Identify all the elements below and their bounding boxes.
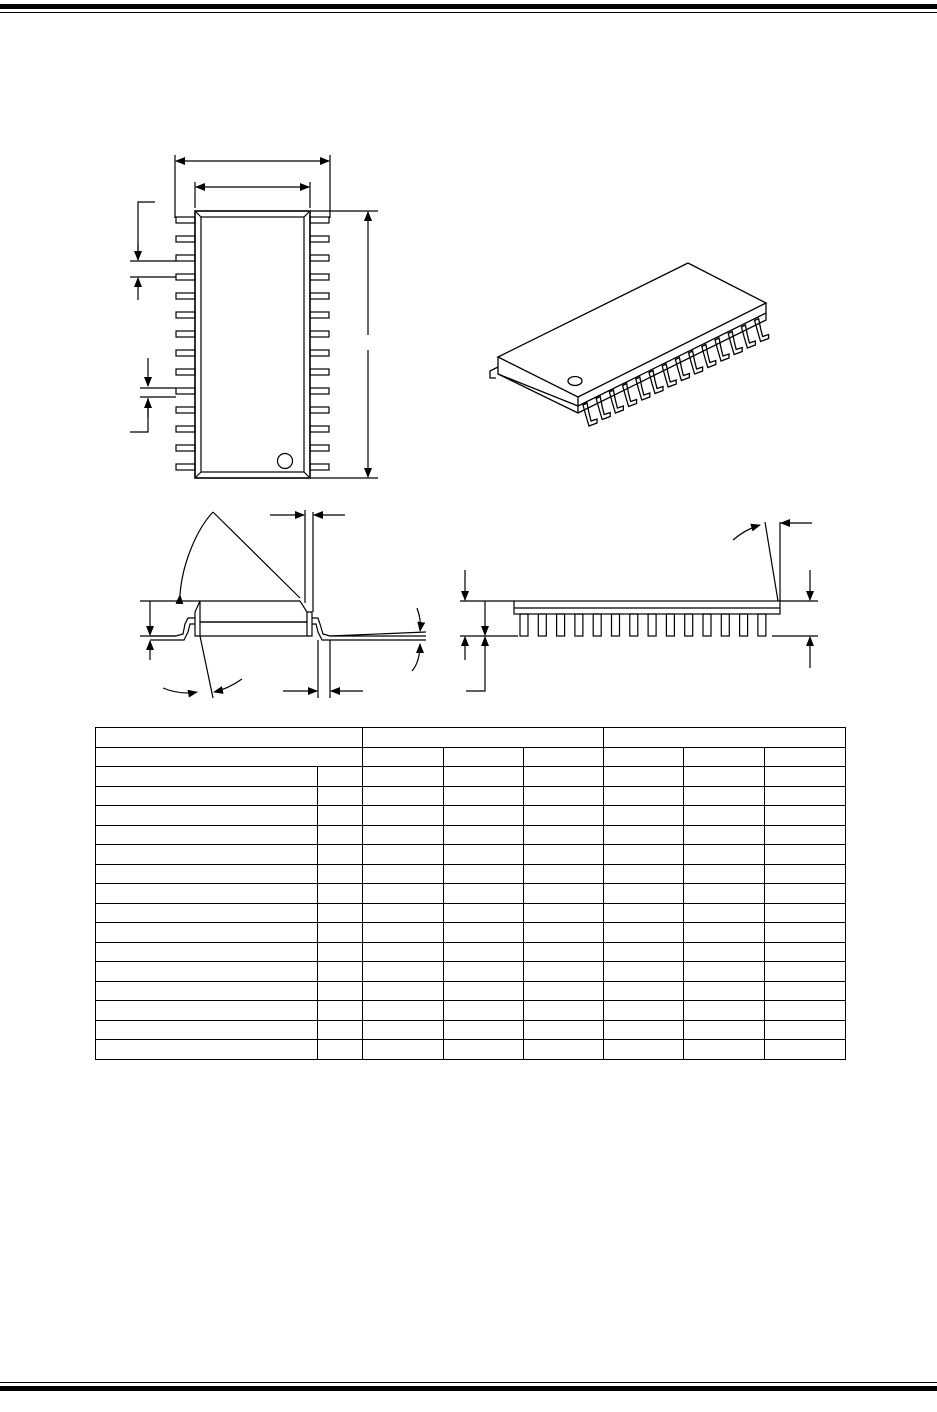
table-cell: [524, 845, 604, 865]
table-cell: [318, 767, 363, 787]
table-cell: [444, 786, 524, 806]
pin: [310, 369, 329, 375]
table-cell: [444, 884, 524, 904]
table-cell: [96, 903, 318, 923]
table-cell: [444, 923, 524, 943]
table-cell: [444, 845, 524, 865]
table-cell: [604, 981, 684, 1001]
table-cell: [604, 786, 684, 806]
table-header-row-groups: [96, 728, 846, 748]
table-header-cell: [96, 747, 363, 767]
pin: [612, 614, 620, 636]
table-cell: [96, 825, 318, 845]
table-row: [96, 1020, 846, 1040]
bottom-border-rule: [0, 1386, 937, 1391]
table-cell: [363, 1001, 444, 1021]
pin: [176, 369, 195, 375]
end-view: [140, 510, 426, 698]
pin: [310, 255, 329, 261]
table-cell: [96, 786, 318, 806]
table-cell: [524, 903, 604, 923]
table-cell: [684, 864, 765, 884]
table-cell: [604, 1020, 684, 1040]
pin: [740, 614, 748, 636]
table-cell: [444, 942, 524, 962]
table-cell: [444, 1001, 524, 1021]
table-row: [96, 1040, 846, 1060]
table-header-cell: [444, 747, 524, 767]
table-cell: [765, 1020, 846, 1040]
pin: [176, 388, 195, 394]
pin: [593, 614, 601, 636]
table-cell: [444, 981, 524, 1001]
pin: [310, 350, 329, 356]
table-cell: [318, 923, 363, 943]
table-cell: [604, 942, 684, 962]
pin: [176, 331, 195, 337]
table-row: [96, 767, 846, 787]
table-cell: [684, 786, 765, 806]
pin: [575, 614, 583, 636]
table-cell: [684, 1040, 765, 1060]
table-cell: [524, 864, 604, 884]
table-cell: [604, 903, 684, 923]
pin: [176, 312, 195, 318]
pin: [310, 388, 329, 394]
table-cell: [524, 1040, 604, 1060]
table-cell: [363, 1040, 444, 1060]
pin: [176, 274, 195, 280]
table-cell: [318, 1020, 363, 1040]
table-cell: [96, 942, 318, 962]
table-header-cell: [604, 747, 684, 767]
pin: [310, 445, 329, 451]
table-cell: [96, 767, 318, 787]
table-cell: [444, 806, 524, 826]
pin: [310, 293, 329, 299]
pin: [176, 236, 195, 242]
table-cell: [604, 962, 684, 982]
table-cell: [318, 884, 363, 904]
table-row: [96, 962, 846, 982]
table-cell: [765, 864, 846, 884]
pin: [176, 445, 195, 451]
pin: [703, 614, 711, 636]
table-cell: [318, 786, 363, 806]
table-cell: [363, 845, 444, 865]
right-pins: [310, 217, 329, 470]
table-cell: [524, 884, 604, 904]
table-cell: [765, 1040, 846, 1060]
table-cell: [363, 884, 444, 904]
pin: [310, 407, 329, 413]
table-cell: [684, 767, 765, 787]
table-cell: [363, 786, 444, 806]
table-cell: [444, 903, 524, 923]
bottom-border-thin-rule: [0, 1382, 937, 1383]
top-view: [130, 155, 378, 478]
table-row: [96, 884, 846, 904]
pin: [176, 426, 195, 432]
table-cell: [524, 923, 604, 943]
table-row: [96, 923, 846, 943]
table-cell: [524, 806, 604, 826]
table-cell: [363, 767, 444, 787]
table-cell: [765, 786, 846, 806]
pin: [310, 274, 329, 280]
table-row: [96, 786, 846, 806]
table-cell: [604, 1040, 684, 1060]
table-cell: [363, 942, 444, 962]
table-header-cell: [363, 728, 604, 748]
table-cell: [363, 981, 444, 1001]
table-cell: [524, 825, 604, 845]
table-cell: [318, 1001, 363, 1021]
pin: [648, 614, 656, 636]
table-cell: [96, 962, 318, 982]
table-cell: [318, 825, 363, 845]
table-cell: [684, 903, 765, 923]
pin: [520, 614, 528, 636]
table-cell: [363, 903, 444, 923]
table-cell: [363, 923, 444, 943]
table-row: [96, 806, 846, 826]
table-cell: [604, 767, 684, 787]
table-header-row-subs: [96, 747, 846, 767]
table-row: [96, 825, 846, 845]
table-header-cell: [524, 747, 604, 767]
table-cell: [444, 825, 524, 845]
table-cell: [524, 1001, 604, 1021]
table-cell: [318, 942, 363, 962]
table-cell: [444, 1020, 524, 1040]
pin: [176, 217, 195, 223]
side-view: [460, 522, 818, 691]
pin: [310, 217, 329, 223]
table-cell: [765, 903, 846, 923]
pin: [538, 614, 546, 636]
table-cell: [765, 767, 846, 787]
table-cell: [524, 942, 604, 962]
table-cell: [96, 923, 318, 943]
pin: [685, 614, 693, 636]
table-row: [96, 903, 846, 923]
table-cell: [444, 864, 524, 884]
table-cell: [524, 962, 604, 982]
pin: [310, 426, 329, 432]
table-cell: [318, 903, 363, 923]
table-cell: [444, 767, 524, 787]
table-cell: [524, 767, 604, 787]
table-header-cell: [604, 728, 846, 748]
table-cell: [604, 923, 684, 943]
dimension-table: [95, 727, 846, 1060]
table-cell: [444, 962, 524, 982]
table-cell: [604, 845, 684, 865]
table-header-cell: [765, 747, 846, 767]
table-cell: [684, 845, 765, 865]
pin: [176, 293, 195, 299]
table-cell: [765, 981, 846, 1001]
table-cell: [318, 806, 363, 826]
pin: [666, 614, 674, 636]
table-row: [96, 942, 846, 962]
pin1-marker: [278, 454, 293, 469]
pin: [758, 614, 766, 636]
table-header-cell: [96, 728, 363, 748]
table-cell: [444, 1040, 524, 1060]
table-header-cell: [684, 747, 765, 767]
table-cell: [318, 845, 363, 865]
pin: [176, 464, 195, 470]
table-cell: [684, 806, 765, 826]
table-row: [96, 864, 846, 884]
table-row: [96, 845, 846, 865]
table-cell: [604, 884, 684, 904]
table-cell: [765, 884, 846, 904]
table-cell: [96, 884, 318, 904]
table-cell: [604, 806, 684, 826]
table-cell: [684, 981, 765, 1001]
pin: [310, 236, 329, 242]
table-cell: [96, 1001, 318, 1021]
table-cell: [363, 962, 444, 982]
pin: [557, 614, 565, 636]
table-cell: [684, 923, 765, 943]
table-cell: [363, 806, 444, 826]
table-cell: [524, 981, 604, 1001]
pin1-dimple: [568, 377, 582, 386]
table-cell: [318, 981, 363, 1001]
table-cell: [96, 806, 318, 826]
table-cell: [363, 825, 444, 845]
left-pins: [176, 217, 195, 470]
table-cell: [96, 981, 318, 1001]
table-row: [96, 1001, 846, 1021]
isometric-view: [490, 263, 769, 426]
table-cell: [363, 864, 444, 884]
table-cell: [604, 1001, 684, 1021]
table-cell: [684, 1020, 765, 1040]
table-cell: [765, 962, 846, 982]
table-header-cell: [363, 747, 444, 767]
pin: [310, 464, 329, 470]
table-cell: [765, 806, 846, 826]
table-cell: [604, 864, 684, 884]
table-cell: [604, 825, 684, 845]
pin: [630, 614, 638, 636]
table-cell: [684, 825, 765, 845]
pin: [721, 614, 729, 636]
table-cell: [524, 1020, 604, 1040]
table-cell: [96, 1020, 318, 1040]
pin: [310, 312, 329, 318]
table-cell: [765, 923, 846, 943]
pin: [176, 350, 195, 356]
table-cell: [363, 1020, 444, 1040]
table-cell: [684, 884, 765, 904]
table-cell: [96, 864, 318, 884]
table-cell: [765, 825, 846, 845]
table-cell: [318, 1040, 363, 1060]
table-cell: [684, 942, 765, 962]
pin: [176, 255, 195, 261]
table-cell: [96, 845, 318, 865]
table-cell: [524, 786, 604, 806]
pin: [310, 331, 329, 337]
table-cell: [765, 845, 846, 865]
table-cell: [765, 1001, 846, 1021]
table-row: [96, 981, 846, 1001]
pin: [176, 407, 195, 413]
table-cell: [318, 864, 363, 884]
table-cell: [765, 942, 846, 962]
table-cell: [684, 1001, 765, 1021]
table-cell: [318, 962, 363, 982]
table-cell: [96, 1040, 318, 1060]
table-cell: [684, 962, 765, 982]
